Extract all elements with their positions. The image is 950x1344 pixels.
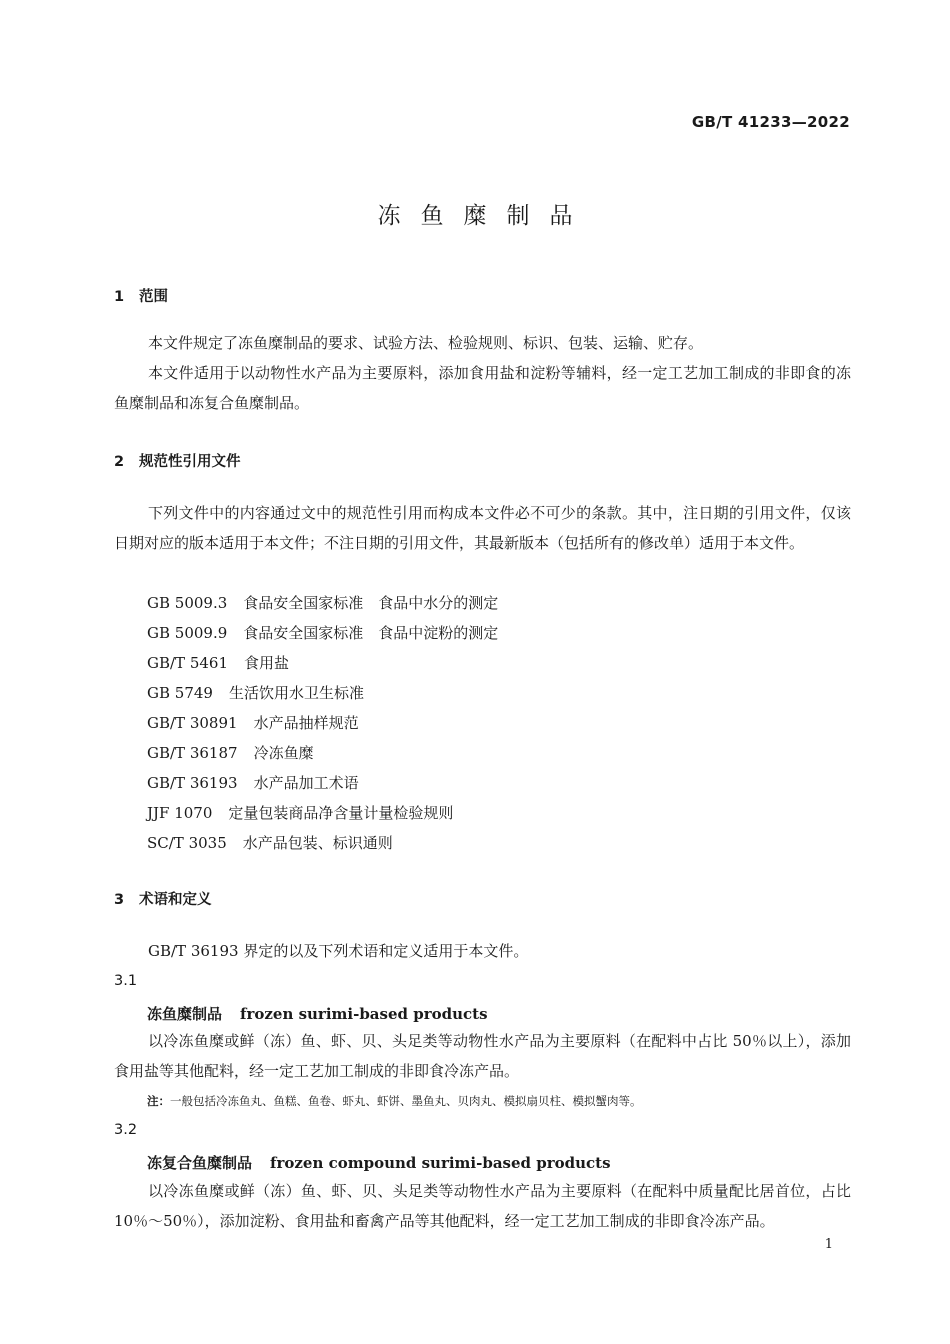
- term-number: 3.1: [114, 973, 138, 989]
- reference-code: GB 5009.3: [147, 594, 228, 612]
- reference-item: [147, 803, 453, 823]
- section-title: 术语和定义: [139, 892, 212, 908]
- note-label: 注：: [147, 1094, 170, 1108]
- note-text: 一般包括冷冻鱼丸、鱼糕、鱼卷、虾丸、虾饼、墨鱼丸、贝肉丸、模拟扇贝柱、模拟蟹肉等。: [170, 1094, 642, 1108]
- section-number: 2: [114, 454, 125, 470]
- term-chinese: 冻鱼糜制品: [147, 1005, 223, 1023]
- term-definition: 以冷冻鱼糜或鲜（冻）鱼、虾、贝、头足类等动物性水产品为主要原料（在配料中占比 50％以上），添加食用盐等其他配料，经一定工艺加工制成的非即食冷冻产品。: [114, 1032, 851, 1080]
- reference-code: GB 5749: [147, 684, 213, 702]
- term-english: frozen surimi-based products: [240, 1005, 488, 1023]
- reference-title: 食品安全国家标准 食品中淀粉的测定: [243, 624, 499, 642]
- reference-title: 定量包装商品净含量计量检验规则: [228, 804, 454, 822]
- reference-title: 生活饮用水卫生标准: [228, 684, 364, 702]
- section-title: 范围: [139, 289, 168, 305]
- reference-item: [147, 773, 359, 793]
- term-heading: [147, 1152, 611, 1173]
- term-definition: 以冷冻鱼糜或鲜（冻）鱼、虾、贝、头足类等动物性水产品为主要原料（在配料中质量配比居首位，占比 10％～50％），添加淀粉、食用盐和畜禽产品等其他配料，经一定工艺加工制成的非即食冷冻产品。: [114, 1182, 851, 1230]
- reference-item: [147, 593, 498, 613]
- term-english: frozen compound surimi-based products: [270, 1154, 611, 1172]
- terms-intro-paragraph: GB/T 36193 界定的以及下列术语和定义适用于本文件。: [148, 942, 529, 960]
- section-heading-normative-references: [114, 450, 241, 471]
- reference-title: 食用盐: [244, 654, 290, 672]
- reference-code: GB/T 30891: [147, 714, 238, 732]
- reference-item: [147, 623, 498, 643]
- section-number: 1: [114, 289, 125, 305]
- reference-item: [147, 833, 393, 853]
- reference-item: [147, 743, 314, 763]
- term-chinese: 冻复合鱼糜制品: [147, 1154, 253, 1172]
- reference-item: [147, 683, 364, 703]
- term-heading: [147, 1003, 488, 1024]
- scope-paragraph-2: 本文件适用于以动物性水产品为主要原料，添加食用盐和淀粉等辅料，经一定工艺加工制成的非即食的冻鱼糜制品和冻复合鱼糜制品。: [114, 364, 851, 412]
- section-title: 规范性引用文件: [139, 454, 241, 470]
- reference-item: [147, 713, 359, 733]
- page-number: 1: [824, 1237, 833, 1252]
- section-heading-scope: [114, 285, 168, 306]
- standard-code: GB/T 41233—2022: [691, 113, 850, 131]
- reference-code: JJF 1070: [147, 804, 213, 822]
- reference-title: 水产品包装、标识通则: [242, 834, 393, 852]
- reference-code: GB/T 5461: [147, 654, 229, 672]
- term-note: [147, 1093, 642, 1109]
- section-number: 3: [114, 892, 125, 908]
- reference-title: 水产品抽样规范: [253, 714, 359, 732]
- term-number: 3.2: [114, 1122, 138, 1138]
- reference-code: GB 5009.9: [147, 624, 228, 642]
- reference-code: GB/T 36187: [147, 744, 238, 762]
- reference-title: 食品安全国家标准 食品中水分的测定: [243, 594, 499, 612]
- document-title: 冻鱼糜制品: [377, 203, 593, 229]
- reference-title: 水产品加工术语: [253, 774, 359, 792]
- reference-code: GB/T 36193: [147, 774, 238, 792]
- reference-item: [147, 653, 289, 673]
- section-heading-terms-definitions: [114, 888, 212, 909]
- reference-code: SC/T 3035: [147, 834, 227, 852]
- scope-paragraph-1: 本文件规定了冻鱼糜制品的要求、试验方法、检验规则、标识、包装、运输、贮存。: [148, 334, 704, 352]
- reference-title: 冷冻鱼糜: [253, 744, 314, 762]
- references-intro-paragraph: 下列文件中的内容通过文中的规范性引用而构成本文件必不可少的条款。其中，注日期的引用文件，仅该日期对应的版本适用于本文件；不注日期的引用文件，其最新版本（包括所有的修改单）适用于本文件。: [114, 504, 851, 552]
